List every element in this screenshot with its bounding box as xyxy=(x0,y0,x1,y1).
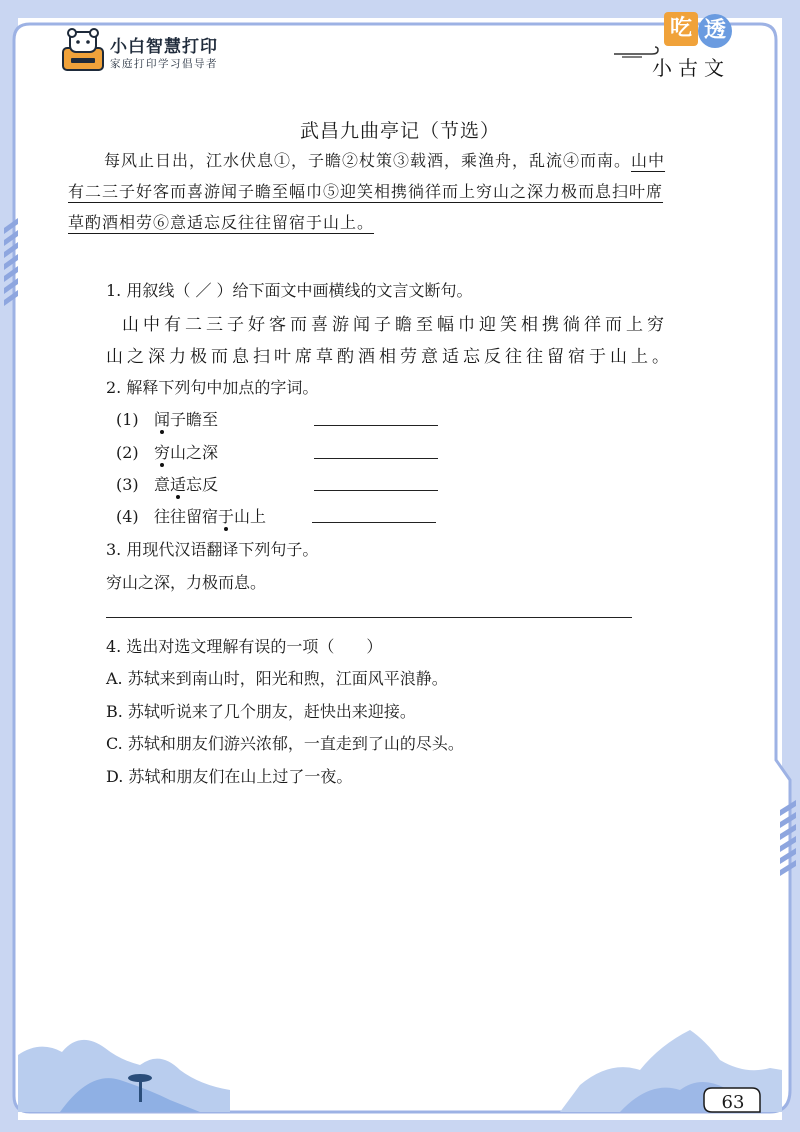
series-char-chi: 吃 xyxy=(664,12,698,46)
answer-blank-2[interactable] xyxy=(314,458,438,459)
option-c: C. 苏轼和朋友们游兴浓郁，一直走到了山的尽头。 xyxy=(106,734,464,753)
answer-blank-1[interactable] xyxy=(314,425,438,426)
series-subtitle: 小古文 xyxy=(652,56,730,80)
answer-line-3[interactable] xyxy=(106,617,632,618)
brand-slogan: 家庭打印学习倡导者 xyxy=(110,58,218,70)
article-passage xyxy=(68,145,740,238)
question-1-line-2: 山之深力极而息扫叶席草酌酒相劳意适忘反往往留宿于山上。 xyxy=(106,347,673,367)
question-1-line-1: 山中有二三子好客而喜游闻子瞻至幅巾迎笑相携徜徉而上穷 xyxy=(122,315,668,335)
question-3: 3. 用现代汉语翻译下列句子。 xyxy=(106,540,319,559)
dotted-char: 穷 xyxy=(154,443,171,462)
brand-name: 小白智慧打印 xyxy=(110,37,218,57)
passage-underlined-1: 山中 xyxy=(631,151,666,170)
question-2-item-3: (3) 意适忘反 xyxy=(116,475,219,494)
page-number: 63 xyxy=(721,1092,745,1113)
passage-line-1: 每风止日出，江水伏息①，子瞻②杖策③载酒，乘渔舟，乱流④而南。 xyxy=(104,151,632,170)
option-a: A. 苏轼来到南山时，阳光和煦，江面风平浪静。 xyxy=(106,669,448,688)
question-1: 1. 用叙线（ ／ ）给下面文中画横线的文言文断句。 xyxy=(106,281,473,300)
passage-underlined-3: 草酌酒相劳⑥意适忘反往往留宿于山上。 xyxy=(68,213,375,232)
article-title: 武昌九曲亭记（节选） xyxy=(299,120,500,142)
question-2-item-2: (2) 穷山之深 xyxy=(116,443,219,462)
answer-blank-4[interactable] xyxy=(312,522,436,523)
dotted-char: 于 xyxy=(218,507,235,526)
option-d: D. 苏轼和朋友们在山上过了一夜。 xyxy=(106,767,353,786)
answer-blank-3[interactable] xyxy=(314,490,438,491)
question-2-item-4: (4) 往往留宿于山上 xyxy=(116,507,267,526)
question-2-item-1: (1) 闻子瞻至 xyxy=(116,410,219,429)
option-b: B. 苏轼听说来了几个朋友，赶快出来迎接。 xyxy=(106,702,416,721)
question-2: 2. 解释下列句中加点的字词。 xyxy=(106,378,319,397)
brand-logo xyxy=(62,28,247,76)
dotted-char: 闻 xyxy=(154,410,171,429)
dotted-char: 适 xyxy=(170,475,187,494)
passage-underlined-2: 有二三子好客而喜游闻子瞻至幅巾⑤迎笑相携徜徉而上穷山之深力极而息扫叶席 xyxy=(68,182,664,201)
series-badge xyxy=(612,10,752,80)
question-3-sentence: 穷山之深，力极而息。 xyxy=(106,573,267,592)
question-4: 4. 选出对选文理解有误的一项（ ） xyxy=(106,637,383,656)
printer-bear-icon xyxy=(62,28,104,72)
series-char-tou: 透 xyxy=(698,14,732,48)
